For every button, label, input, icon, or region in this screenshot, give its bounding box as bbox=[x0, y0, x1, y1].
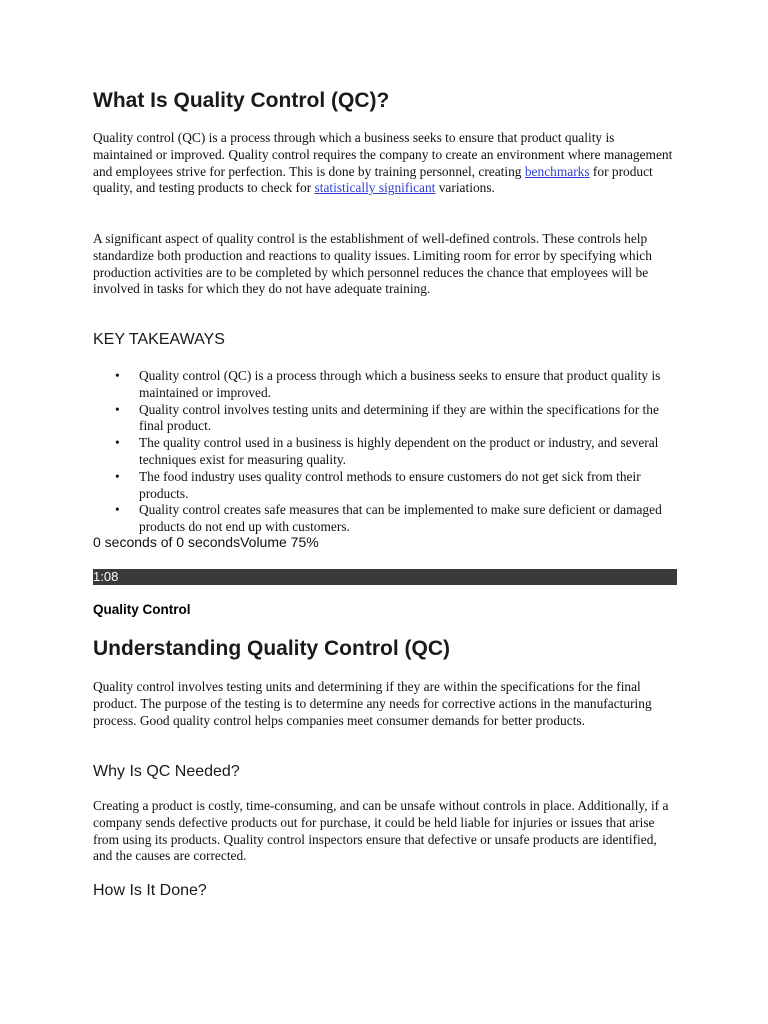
list-item: • The quality control used in a business is highly dependent on the product or industry, and several techniques exist for measuring quality. bbox=[93, 435, 673, 469]
list-item: • Quality control creates safe measures that can be implemented to make sure deficient or damaged products do not end up with customers. bbox=[93, 502, 673, 536]
intro-text-1: Quality control (QC) is a process through which a business seeks to ensure that product quality is maintained or improved. Quality control requires the company to create an environment where management and employees strive for perfection. This is done by training personnel, creating bbox=[93, 130, 673, 179]
list-item: • Quality control involves testing units and determining if they are within the specifications for the final product. bbox=[93, 402, 673, 436]
intro-text-3: variations. bbox=[435, 180, 495, 196]
benchmarks-link[interactable]: benchmarks bbox=[524, 163, 590, 179]
video-status-text: 0 seconds of 0 secondsVolume 75% bbox=[93, 534, 319, 550]
intro-text-2: for product quality, and testing products to check for bbox=[93, 163, 653, 196]
section-title: Understanding Quality Control (QC) bbox=[93, 637, 450, 660]
video-duration: 1:08 bbox=[93, 569, 119, 584]
video-timeline-bar[interactable] bbox=[93, 569, 677, 585]
intro-paragraph bbox=[93, 130, 677, 197]
list-item: • The food industry uses quality control methods to ensure customers do not get sick from their products. bbox=[93, 469, 673, 503]
page-title: What Is Quality Control (QC)? bbox=[93, 89, 390, 112]
statistically-significant-link[interactable]: statistically significant bbox=[314, 180, 436, 196]
why-qc-paragraph: Creating a product is costly, time-consuming, and can be unsafe without controls in place. Additionally, if a company sends defective products out for purchase, it could be held liable for injuries or issues that arise from using its products. Quality control inspectors ensure that defective or unsafe products are identified, and the causes are corrected. bbox=[93, 798, 669, 864]
list-item: • Quality control (QC) is a process through which a business seeks to ensure that product quality is maintained or improved. bbox=[93, 368, 673, 402]
video-caption: Quality Control bbox=[93, 602, 191, 617]
how-done-heading: How Is It Done? bbox=[93, 882, 207, 899]
why-qc-heading: Why Is QC Needed? bbox=[93, 763, 240, 780]
key-takeaways-heading: KEY TAKEAWAYS bbox=[93, 331, 225, 348]
key-takeaways-list bbox=[93, 368, 677, 536]
controls-paragraph: A significant aspect of quality control is the establishment of well-defined controls. These controls help standardize both production and reactions to quality issues. Limiting room for error by specifying which production activities are to be completed by which personnel reduces the chance that employees will be involved in tasks for which they do not have adequate training. bbox=[93, 231, 652, 297]
understanding-paragraph: Quality control involves testing units and determining if they are within the specifications for the final product. The purpose of the testing is to determine any needs for corrective actions in the manufacturing process. Good quality control helps companies meet consumer demands for better products. bbox=[93, 679, 652, 728]
